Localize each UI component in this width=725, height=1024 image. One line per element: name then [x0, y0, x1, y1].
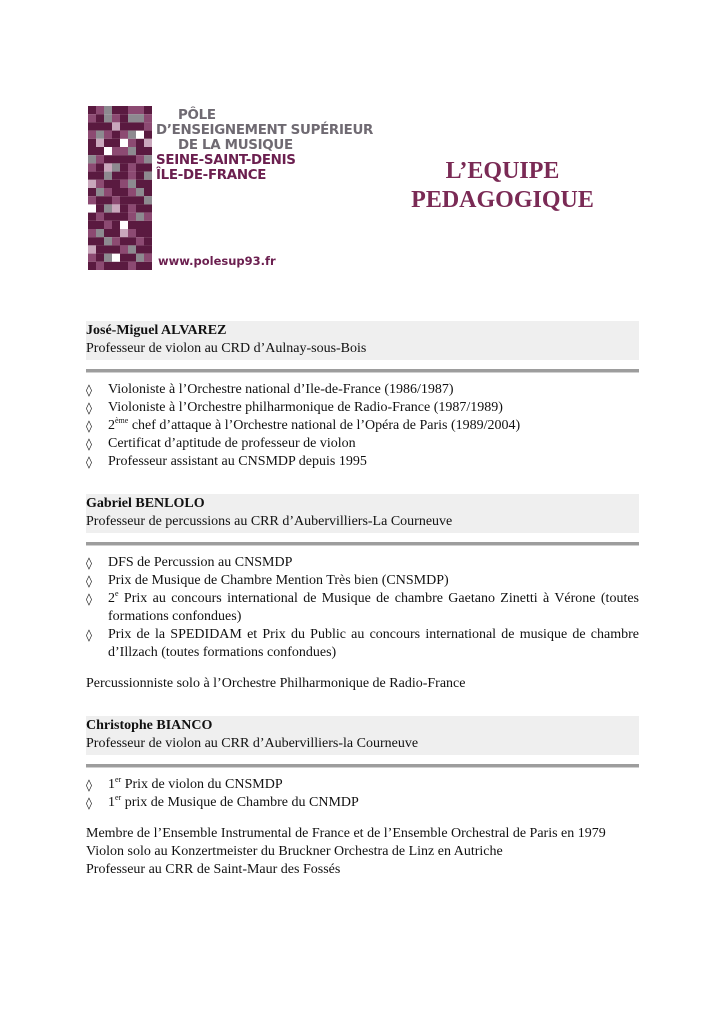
logo-tile: [88, 229, 96, 237]
logo-tile: [136, 229, 144, 237]
logo-tile: [120, 254, 128, 262]
logo-tile: [128, 245, 136, 253]
diamond-bullet-icon: ◊: [86, 437, 92, 451]
ordinal-suffix: e: [115, 589, 119, 598]
logo-tile: [88, 114, 96, 122]
logo-tile: [96, 229, 104, 237]
logo-tile: [112, 262, 120, 270]
logo-tile: [136, 114, 144, 122]
logo-tile: [112, 221, 120, 229]
logo-tile: [96, 221, 104, 229]
logo-tile: [136, 204, 144, 212]
logo-tile: [96, 114, 104, 122]
logo-tile: [136, 254, 144, 262]
logo-tile: [88, 180, 96, 188]
logo-tile: [96, 163, 104, 171]
logo-tile: [112, 237, 120, 245]
logo-tile: [112, 229, 120, 237]
logo-tile: [144, 180, 152, 188]
logo-tile: [104, 172, 112, 180]
staff-header: [86, 321, 639, 360]
logo-tile: [128, 237, 136, 245]
logo-tile: [136, 245, 144, 253]
biography-line: Percussionniste solo à l’Orchestre Philharmonique de Radio-France: [86, 676, 466, 691]
logo-tile: [88, 262, 96, 270]
logo-tile: [136, 213, 144, 221]
logo-tile: [120, 229, 128, 237]
logo-tile: [96, 155, 104, 163]
list-item: [86, 554, 639, 572]
logo-tile: [104, 221, 112, 229]
logo-tile: [120, 237, 128, 245]
diamond-bullet-icon: ◊: [86, 796, 92, 810]
logo-tile: [128, 114, 136, 122]
logo-tile: [88, 213, 96, 221]
logo-tile: [128, 188, 136, 196]
polesup93-logo: [88, 106, 374, 276]
logo-tile: [120, 188, 128, 196]
logo-tile: [112, 213, 120, 221]
biography-notes: [86, 675, 639, 693]
logo-tile: [96, 262, 104, 270]
logo-tile: [96, 131, 104, 139]
logo-tile: [104, 213, 112, 221]
logo-tile: [136, 188, 144, 196]
list-item: [86, 381, 639, 399]
logo-tile: [128, 229, 136, 237]
logo-tile: [104, 237, 112, 245]
logo-tile: [112, 163, 120, 171]
logo-tile: [112, 188, 120, 196]
logo-tile: [104, 163, 112, 171]
logo-tile: [88, 155, 96, 163]
logo-tile: [104, 188, 112, 196]
logo-tile: [136, 139, 144, 147]
ordinal-number: 1: [108, 795, 115, 810]
logo-tile: [104, 106, 112, 114]
logo-tile: [144, 139, 152, 147]
diamond-bullet-icon: ◊: [86, 401, 92, 415]
logo-tile: [112, 114, 120, 122]
staff-name: Christophe BIANCO: [86, 718, 213, 733]
logo-tile: [144, 262, 152, 270]
staff-name: José-Miguel ALVAREZ: [86, 323, 227, 338]
logo-tile: [88, 188, 96, 196]
logo-tile: [144, 213, 152, 221]
logo-tile: [128, 163, 136, 171]
logo-url: www.polesup93.fr: [158, 254, 276, 268]
logo-tile: [128, 172, 136, 180]
logo-line-2: D’ENSEIGNEMENT SUPÉRIEUR: [156, 123, 374, 138]
logo-tile: [128, 196, 136, 204]
list-item: [86, 590, 639, 626]
logo-tile: [136, 180, 144, 188]
logo-tile: [88, 139, 96, 147]
logo-line-3: DE LA MUSIQUE: [178, 138, 293, 153]
logo-tile: [144, 106, 152, 114]
logo-tile: [96, 204, 104, 212]
logo-tile: [96, 237, 104, 245]
item-text: Certificat d’aptitude de professeur de violon: [108, 436, 356, 451]
page-title: [380, 157, 625, 215]
logo-tile: [128, 122, 136, 130]
credentials-list: [86, 554, 639, 662]
logo-tile: [112, 245, 120, 253]
list-item: [86, 435, 639, 453]
logo-tile: [144, 196, 152, 204]
logo-line-1: PÔLE: [178, 108, 216, 123]
logo-tile: [144, 155, 152, 163]
logo-tile: [112, 139, 120, 147]
logo-tile: [96, 122, 104, 130]
logo-line-4: SEINE-SAINT-DENIS: [156, 153, 296, 168]
biography-line: Professeur au CRR de Saint-Maur des Fossés: [86, 862, 341, 877]
list-item: [86, 399, 639, 417]
logo-tile: [136, 196, 144, 204]
logo-tile: [104, 204, 112, 212]
diamond-bullet-icon: ◊: [86, 778, 92, 792]
logo-tile: [96, 213, 104, 221]
logo-tile: [120, 131, 128, 139]
logo-tile: [128, 147, 136, 155]
ordinal-number: 2: [108, 591, 115, 606]
staff-role: Professeur de violon au CRR d’Aubervilliers-la Courneuve: [86, 736, 419, 751]
staff-header: [86, 716, 639, 755]
diamond-bullet-icon: ◊: [86, 556, 92, 570]
logo-tile: [96, 245, 104, 253]
logo-tile: [136, 147, 144, 155]
biography-line: Violon solo au Konzertmeister du Bruckner Orchestra de Linz en Autriche: [86, 844, 503, 859]
logo-tile: [136, 221, 144, 229]
list-item: [86, 776, 639, 794]
logo-tile: [96, 106, 104, 114]
logo-tile: [128, 180, 136, 188]
logo-tile: [120, 122, 128, 130]
logo-tile: [128, 221, 136, 229]
item-text: Prix au concours international de Musique de chambre Gaetano Zinetti à Vérone (toutes formations confondues): [108, 591, 639, 624]
logo-tile: [136, 237, 144, 245]
page-title-line-1: L’EQUIPE: [445, 158, 560, 184]
logo-tile: [120, 196, 128, 204]
logo-tile: [88, 221, 96, 229]
logo-tile: [120, 163, 128, 171]
logo-mosaic: [88, 106, 152, 270]
logo-tile: [112, 180, 120, 188]
logo-wordmark: [156, 108, 373, 183]
logo-tile: [88, 254, 96, 262]
staff-role: Professeur de violon au CRD d’Aulnay-sous-Bois: [86, 341, 367, 356]
logo-tile: [128, 213, 136, 221]
item-text: prix de Musique de Chambre du CNMDP: [121, 795, 359, 810]
staff-member: [86, 716, 639, 879]
diamond-bullet-icon: ◊: [86, 419, 92, 433]
logo-tile: [144, 221, 152, 229]
logo-tile: [112, 147, 120, 155]
logo-tile: [144, 122, 152, 130]
diamond-bullet-icon: ◊: [86, 383, 92, 397]
logo-tile: [104, 245, 112, 253]
logo-tile: [88, 163, 96, 171]
logo-tile: [96, 188, 104, 196]
ordinal-number: 2: [108, 418, 115, 433]
staff-name: Gabriel BENLOLO: [86, 496, 205, 511]
diamond-bullet-icon: ◊: [86, 628, 92, 642]
logo-tile: [136, 163, 144, 171]
logo-tile: [104, 262, 112, 270]
logo-tile: [144, 188, 152, 196]
logo-tile: [144, 204, 152, 212]
logo-tile: [120, 262, 128, 270]
logo-tile: [120, 172, 128, 180]
logo-tile: [136, 155, 144, 163]
list-item: [86, 794, 639, 812]
page-title-line-2: PEDAGOGIQUE: [411, 187, 594, 213]
biography-line: Membre de l’Ensemble Instrumental de France et de l’Ensemble Orchestral de Paris en 1979: [86, 826, 606, 841]
logo-tile: [88, 131, 96, 139]
logo-tile: [104, 229, 112, 237]
logo-tile: [136, 106, 144, 114]
logo-tile: [120, 245, 128, 253]
logo-tile: [136, 262, 144, 270]
logo-tile: [104, 114, 112, 122]
list-item: [86, 453, 639, 471]
logo-tile: [88, 237, 96, 245]
list-item: [86, 417, 639, 435]
logo-tile: [120, 180, 128, 188]
logo-tile: [120, 114, 128, 122]
logo-tile: [112, 204, 120, 212]
logo-tile: [88, 147, 96, 155]
logo-tile: [120, 106, 128, 114]
staff-member: [86, 321, 639, 471]
staff-header: [86, 494, 639, 533]
logo-tile: [136, 122, 144, 130]
logo-tile: [96, 180, 104, 188]
logo-tile: [96, 147, 104, 155]
logo-tile: [112, 122, 120, 130]
logo-tile: [120, 204, 128, 212]
diamond-bullet-icon: ◊: [86, 592, 92, 606]
logo-tile: [144, 237, 152, 245]
logo-tile: [128, 106, 136, 114]
logo-tile: [88, 245, 96, 253]
section-divider: [86, 764, 639, 768]
biography-notes: [86, 825, 639, 879]
logo-tile: [136, 172, 144, 180]
logo-tile: [144, 147, 152, 155]
logo-tile: [104, 122, 112, 130]
logo-tile: [144, 254, 152, 262]
logo-tile: [128, 204, 136, 212]
item-text: Violoniste à l’Orchestre philharmonique de Radio-France (1987/1989): [108, 400, 503, 415]
list-item: [86, 626, 639, 662]
logo-tile: [144, 114, 152, 122]
item-text: Prix de la SPEDIDAM et Prix du Public au concours international de musique de chambre d’Illzach (toutes formations confondues): [108, 627, 639, 660]
logo-tile: [128, 131, 136, 139]
logo-tile: [128, 262, 136, 270]
logo-tile: [88, 196, 96, 204]
ordinal-suffix: er: [115, 775, 122, 784]
item-text: chef d’attaque à l’Orchestre national de l’Opéra de Paris (1989/2004): [128, 418, 521, 433]
logo-tile: [144, 131, 152, 139]
staff-role: Professeur de percussions au CRR d’Aubervilliers-La Courneuve: [86, 514, 453, 529]
logo-tile: [120, 213, 128, 221]
logo-tile: [104, 180, 112, 188]
logo-tile: [120, 147, 128, 155]
logo-line-5: ÎLE-DE-FRANCE: [156, 168, 267, 183]
logo-tile: [104, 155, 112, 163]
logo-tile: [88, 106, 96, 114]
logo-tile: [128, 155, 136, 163]
logo-tile: [144, 229, 152, 237]
ordinal-suffix: er: [115, 793, 122, 802]
logo-tile: [144, 245, 152, 253]
item-text: Professeur assistant au CNSMDP depuis 1995: [108, 454, 367, 469]
credentials-list: [86, 381, 639, 471]
logo-tile: [104, 254, 112, 262]
item-text: Prix de Musique de Chambre Mention Très bien (CNSMDP): [108, 573, 449, 588]
logo-tile: [128, 139, 136, 147]
logo-tile: [96, 172, 104, 180]
item-text: Violoniste à l’Orchestre national d’Ile-de-France (1986/1987): [108, 382, 454, 397]
logo-tile: [104, 131, 112, 139]
logo-tile: [96, 196, 104, 204]
logo-tile: [96, 254, 104, 262]
list-item: [86, 572, 639, 590]
section-divider: [86, 542, 639, 546]
logo-tile: [112, 106, 120, 114]
logo-tile: [144, 163, 152, 171]
credentials-list: [86, 776, 639, 812]
logo-tile: [88, 172, 96, 180]
ordinal-suffix: ème: [115, 416, 129, 425]
logo-tile: [104, 196, 112, 204]
logo-tile: [104, 139, 112, 147]
ordinal-number: 1: [108, 777, 115, 792]
section-divider: [86, 369, 639, 373]
logo-tile: [112, 196, 120, 204]
logo-tile: [112, 172, 120, 180]
diamond-bullet-icon: ◊: [86, 574, 92, 588]
logo-tile: [128, 254, 136, 262]
diamond-bullet-icon: ◊: [86, 455, 92, 469]
logo-tile: [112, 155, 120, 163]
logo-tile: [96, 139, 104, 147]
item-text: Prix de violon du CNSMDP: [121, 777, 283, 792]
logo-tile: [120, 155, 128, 163]
staff-member: [86, 494, 639, 693]
logo-tile: [112, 131, 120, 139]
logo-tile: [144, 172, 152, 180]
item-text: DFS de Percussion au CNSMDP: [108, 555, 293, 570]
logo-tile: [88, 122, 96, 130]
